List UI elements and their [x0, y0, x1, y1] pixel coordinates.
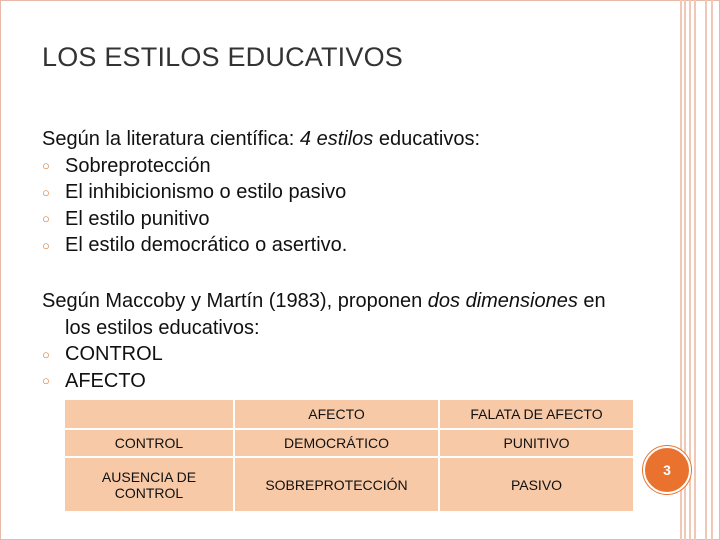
decorative-rail	[711, 0, 713, 540]
dimensions-intro	[42, 288, 682, 315]
table-cell: AUSENCIA DE CONTROL	[64, 457, 234, 512]
decorative-rail	[689, 0, 691, 540]
table-cell: PUNITIVO	[439, 429, 634, 457]
circle-bullet-icon: ○	[42, 158, 50, 174]
table-cell: SOBREPROTECCIÓN	[234, 457, 439, 512]
styles-intro-end: educativos:	[373, 128, 481, 150]
decorative-rail	[694, 0, 696, 540]
table-cell: CONTROL	[64, 429, 234, 457]
table-cell: FALATA DE AFECTO	[439, 399, 634, 429]
list-item	[42, 179, 480, 206]
table-cell: AFECTO	[234, 399, 439, 429]
circle-bullet-icon: ○	[42, 211, 50, 227]
list-item	[42, 368, 682, 395]
table-row	[64, 429, 634, 457]
dimensions-intro-text: Según Maccoby y Martín (1983), proponen	[42, 290, 428, 312]
list-item	[42, 206, 480, 233]
dimensions-intro-end: en	[577, 290, 606, 312]
list-item	[42, 341, 682, 368]
list-item-label: El estilo punitivo	[65, 207, 210, 230]
circle-bullet-icon: ○	[42, 346, 50, 362]
table-cell: DEMOCRÁTICO	[234, 429, 439, 457]
slide-title: LOS ESTILOS EDUCATIVOS	[42, 42, 403, 72]
styles-section	[42, 126, 480, 259]
styles-intro-emphasis: 4 estilos	[299, 128, 374, 150]
styles-matrix-table	[63, 398, 635, 513]
list-item-label: CONTROL	[65, 343, 163, 365]
table-row	[64, 399, 634, 429]
circle-bullet-icon: ○	[42, 237, 50, 253]
list-item	[42, 232, 480, 259]
table-row	[64, 457, 634, 512]
styles-intro-text: Según la literatura científica:	[42, 128, 300, 150]
decorative-rail	[705, 0, 707, 540]
table-cell	[64, 399, 234, 429]
list-item-label: Sobreprotección	[65, 154, 211, 177]
dimensions-section	[42, 288, 682, 394]
styles-intro	[42, 126, 480, 153]
dimensions-intro-emphasis: dos dimensiones	[427, 290, 578, 312]
list-item-label: AFECTO	[65, 369, 146, 392]
page-number-badge: 3	[643, 446, 691, 494]
circle-bullet-icon: ○	[42, 373, 50, 389]
list-item-label: El estilo democrático o asertivo.	[65, 234, 348, 256]
list-item	[42, 153, 480, 180]
circle-bullet-icon: ○	[42, 184, 50, 200]
dimensions-intro-continued: los estilos educativos:	[65, 316, 260, 339]
table-cell: PASIVO	[439, 457, 634, 512]
list-item-label: El inhibicionismo o estilo pasivo	[65, 181, 347, 203]
